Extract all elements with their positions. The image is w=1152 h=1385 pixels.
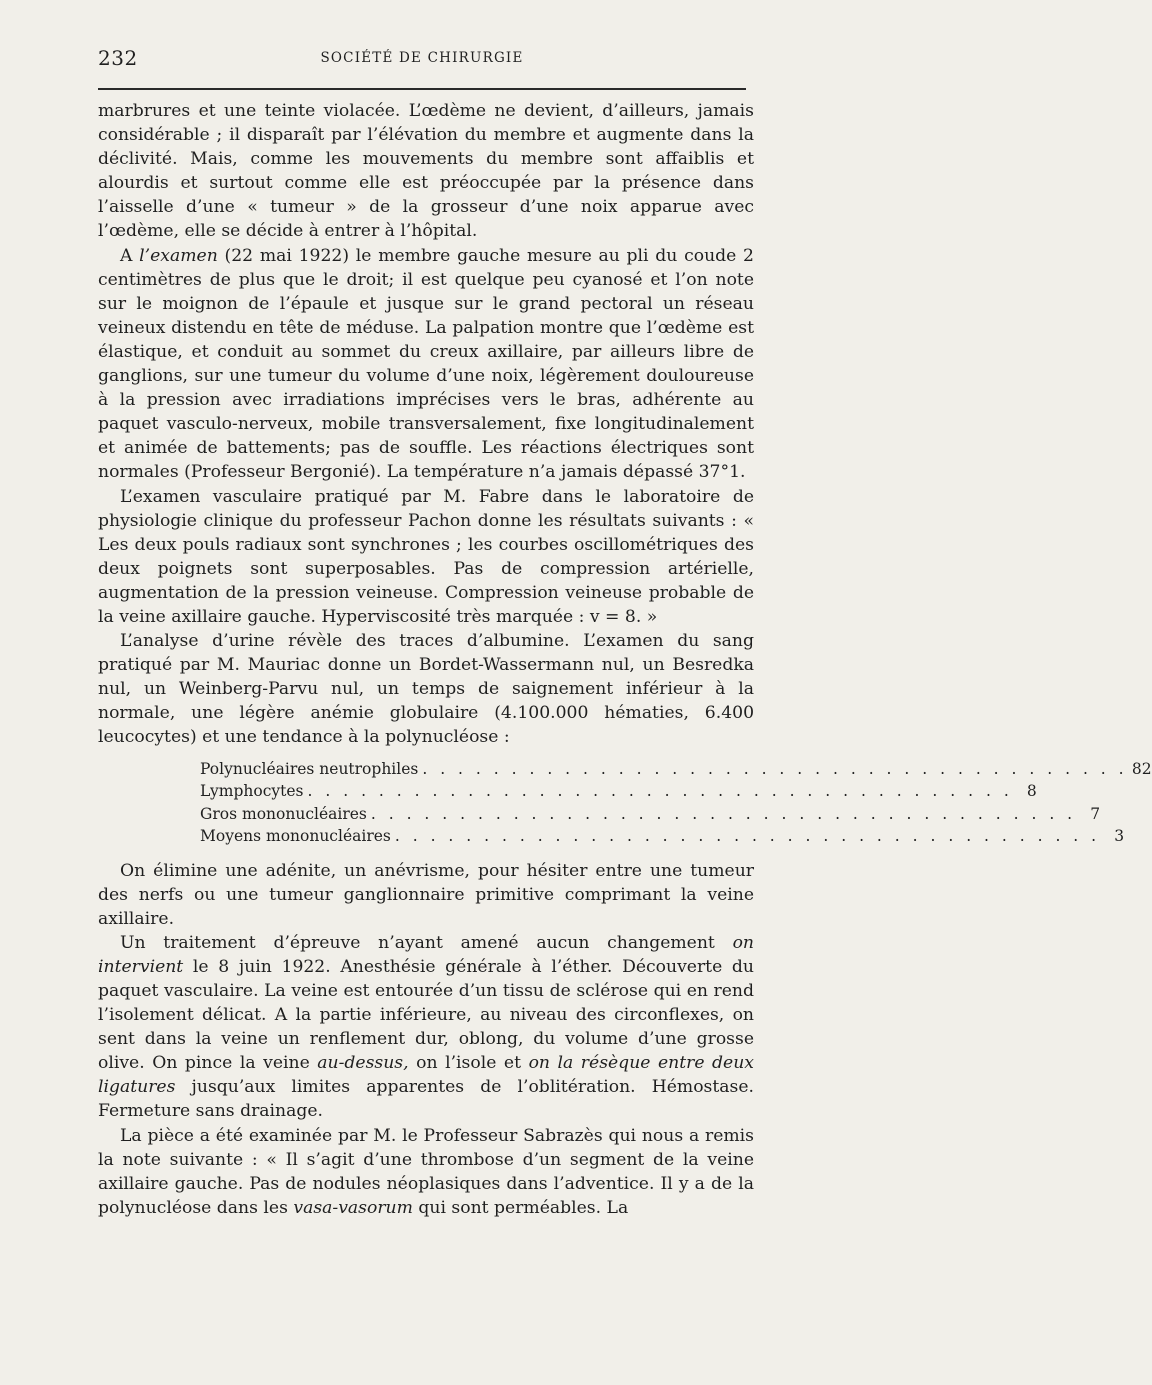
text-run: L’examen vasculaire pratiqué par M. Fabre dans le laboratoire de physiologie clinique du professeur Pachon donne les résultats suivants : « Les deux pouls radiaux sont synchrones ; les courbes oscillométriques des deux poignets sont superposables. Pas de compression artérielle, augmentation de la pression veineuse. Compression veineuse probable de la veine axillaire gauche. Hyperviscosité très marquée : v = 8. »: [98, 486, 754, 627]
paragraph: [98, 859, 754, 931]
italic-run: on intervient: [98, 932, 754, 977]
paragraphs-before-table: [98, 99, 754, 750]
table-row: [200, 825, 1125, 848]
paragraph: [98, 1124, 754, 1220]
cell-count-value: 3: [1114, 827, 1125, 846]
paragraph: [98, 244, 754, 485]
paragraph: [98, 931, 754, 1124]
table-row: [200, 803, 1101, 826]
cell-count-value: 7: [1090, 804, 1101, 823]
paragraph: [98, 99, 754, 244]
cell-type-label: Lymphocytes: [200, 782, 304, 801]
dot-leader: . . . . . . . . . . . . . . . . . . . . . . . . . . . . . . . . . . . . . . . .: [422, 759, 1128, 778]
italic-run: l’examen: [139, 245, 218, 266]
text-run: on l’isole et: [408, 1053, 529, 1074]
cell-type-label: Gros mononucléaires: [200, 804, 367, 823]
table-row: [200, 758, 1152, 781]
cell-count-value: 8: [1026, 782, 1037, 801]
italic-run: on la résèque entre deux ligatures: [98, 1053, 754, 1098]
paragraph: [98, 485, 754, 630]
text-run: On élimine une adénite, un anévrisme, pour hésiter entre une tumeur des nerfs ou une tumeur ganglionnaire primitive comprimant la veine axillaire.: [98, 860, 754, 929]
text-run: La pièce a été examinée par M. le Professeur Sabrazès qui nous a remis la note suivante : « Il s’agit d’une thrombose d’un segment de la veine axillaire gauche. Pas de nodules néoplasiques dans l’adventice. Il y a de la polynucléose dans les: [98, 1125, 754, 1218]
cell-type-label: Moyens mononucléaires: [200, 827, 391, 846]
text-run: jusqu’aux limites apparentes de l’oblitération. Hémostase. Fermeture sans drainage.: [98, 1077, 754, 1122]
italic-run: vasa-vasorum: [293, 1197, 413, 1218]
page-number: 232: [98, 46, 138, 70]
text-run: Un traitement d’épreuve n’ayant amené aucun changement: [120, 932, 733, 953]
text-run: le 8 juin 1922. Anesthésie générale à l’éther. Découverte du paquet vasculaire. La veine est entourée d’un tissu de sclérose qui en rend l’isolement délicat. A la partie inférieure, au niveau des circonflexes, on sent dans la veine un renflement dur, oblong, du volume d’une grosse olive. On pince la veine: [98, 956, 754, 1074]
table-row: [200, 780, 1037, 803]
blood-cell-table: [200, 758, 1152, 848]
page-header: [98, 46, 746, 70]
cell-type-label: Polynucléaires neutrophiles: [200, 759, 419, 778]
dot-leader: . . . . . . . . . . . . . . . . . . . . . . . . . . . . . . . . . . . . . . . .: [394, 827, 1101, 846]
text-run: qui sont perméables. La: [412, 1197, 629, 1218]
paragraphs-after-table: [98, 859, 754, 1220]
article-body: [98, 99, 1152, 1220]
text-run: A: [120, 245, 140, 266]
paragraph: [98, 629, 754, 749]
dot-leader: . . . . . . . . . . . . . . . . . . . . . . . . . . . . . . . . . . . . . . . .: [307, 782, 1013, 801]
italic-run: au-dessus,: [317, 1053, 409, 1074]
dot-leader: . . . . . . . . . . . . . . . . . . . . . . . . . . . . . . . . . . . . . . . .: [370, 804, 1077, 823]
header-rule: [98, 88, 746, 90]
text-run: (22 mai 1922) le membre gauche mesure au pli du coude 2 centimètres de plus que le droit; il est quelque peu cyanosé et l’on note sur le moignon de l’épaule et jusque sur le grand pectoral un réseau veineux distendu en tête de méduse. La palpation montre que l’œdème est élastique, et conduit au sommet du creux axillaire, par ailleurs libre de ganglions, sur une tumeur du volume d’une noix, légèrement douloureuse à la pression avec irradiations imprécises vers le bras, adhérente au paquet vasculo-nerveux, mobile transversalement, fixe longitudinalement et animée de battements; pas de souffle. Les réactions électriques sont normales (Professeur Bergonié). La température n’a jamais dépassé 37°1.: [98, 245, 754, 483]
text-run: L’analyse d’urine révèle des traces d’albumine. L’examen du sang pratiqué par M. Mauriac donne un Bordet-Wassermann nul, un Besredka nul, un Weinberg-Parvu nul, un temps de saignement inférieur à la normale, une légère anémie globulaire (4.100.000 hématies, 6.400 leucocytes) et une tendance à la polynucléose :: [98, 631, 754, 748]
cell-count-value: 82: [1131, 759, 1152, 778]
running-title: SOCIÉTÉ DE CHIRURGIE: [320, 50, 524, 66]
text-run: marbrures et une teinte violacée. L’œdème ne devient, d’ailleurs, jamais considérable ; il disparaît par l’élévation du membre et augmente dans la déclivité. Mais, comme les mouvements du membre sont affaiblis et alourdis et surtout comme elle est préoccupée par la présence dans l’aisselle d’une « tumeur » de la grosseur d’une noix apparue avec l’œdème, elle se décide à entrer à l’hôpital.: [98, 101, 754, 242]
